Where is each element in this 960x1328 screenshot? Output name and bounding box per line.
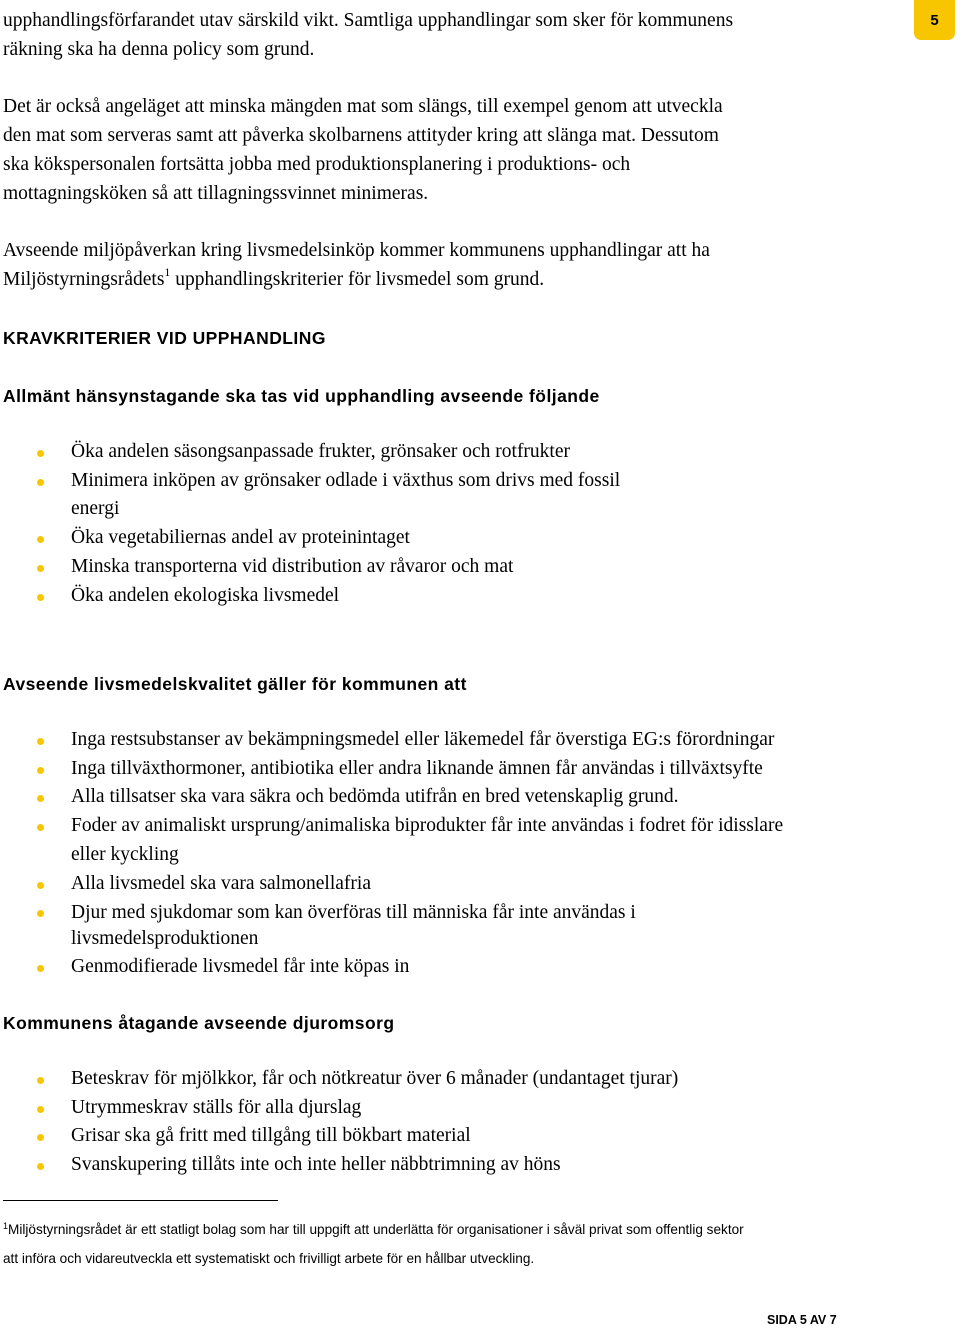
list-item-text: Beteskrav för mjölkkor, får och nötkreatur över 6 månader (undantaget tjurar): [71, 1068, 679, 1089]
bullet-icon: [37, 965, 44, 972]
list-item-text: energi: [71, 498, 120, 520]
bullet-icon: [37, 536, 44, 543]
bullet-list-general: [0, 438, 620, 610]
list-item-text: Inga tillväxthormoner, antibiotika eller andra liknande ämnen får användas i tillväxtsyfte: [71, 757, 763, 779]
bullet-icon: [37, 910, 44, 917]
bullet-icon: [37, 1077, 44, 1084]
list-item-text: Öka vegetabiliernas andel av proteinintaget: [71, 527, 410, 549]
bullet-icon: [37, 738, 44, 745]
list-item-text: Alla livsmedel ska vara salmonellafria: [71, 872, 371, 894]
list-item: [0, 812, 783, 869]
list-item-text: Foder av animaliskt ursprung/animaliska biprodukter får inte användas i fodret för idisslare: [71, 815, 784, 837]
text-line: Avseende miljöpåverkan kring livsmedelsinköp kommer kommunens upphandlingar att ha: [3, 240, 710, 261]
bullet-icon: [37, 450, 44, 457]
list-item-text: Inga restsubstanser av bekämpningsmedel eller läkemedel får överstiga EG:s förordningar: [71, 729, 775, 750]
bullet-icon: [37, 795, 44, 802]
bullet-icon: [37, 594, 44, 601]
bullet-list-animal-welfare: [0, 1065, 678, 1180]
bullet-icon: [37, 565, 44, 572]
page-number-badge: [914, 0, 955, 40]
footnote-separator: [3, 1200, 278, 1201]
environment-paragraph: [3, 236, 903, 294]
text-line: upphandlingsförfarandet utav särskild vikt. Samtliga upphandlingar som sker för kommunens: [3, 10, 734, 31]
bullet-icon: [37, 479, 44, 486]
list-item: [0, 1094, 678, 1123]
text-line: Det är också angeläget att minska mängden mat som slängs, till exempel genom att utveckla: [3, 96, 723, 117]
section-heading-quality: Avseende livsmedelskvalitet gäller för kommunen att: [3, 674, 467, 694]
text-line: ska kökspersonalen fortsätta jobba med produktionsplanering i produktions- och: [3, 154, 631, 175]
bullet-icon: [37, 824, 44, 831]
bullet-icon: [37, 1106, 44, 1113]
section-heading-animal-welfare: Kommunens åtagande avseende djuromsorg: [3, 1013, 395, 1033]
list-item-text: Minska transporterna vid distribution av råvaror och mat: [71, 555, 514, 577]
list-item: [0, 870, 783, 899]
page-footer: SIDA 5 AV 7: [767, 1313, 837, 1327]
list-item: [0, 1151, 678, 1180]
text-fragment: Miljöstyrningsrådets: [3, 269, 165, 290]
section-heading-general: Allmänt hänsynstagande ska tas vid upphandling avseende följande: [3, 386, 600, 406]
footnote-line: [3, 1221, 953, 1238]
page-number-badge-label: 5: [930, 11, 939, 29]
list-item: [0, 524, 620, 553]
bullet-icon: [37, 767, 44, 774]
list-item: [0, 467, 620, 524]
list-item: [0, 953, 783, 982]
text-line: räkning ska ha denna policy som grund.: [3, 39, 315, 60]
bullet-icon: [37, 1163, 44, 1170]
footnote-line: [3, 1250, 953, 1267]
list-item-text: Alla tillsatser ska vara säkra och bedömda utifrån en bred vetenskaplig grund.: [71, 786, 679, 808]
list-item: [0, 553, 620, 582]
footnote-text: att införa och vidareutveckla ett systematiskt och frivilligt arbete för en hållbar utveckling.: [3, 1251, 535, 1266]
waste-paragraph: [3, 92, 903, 208]
bullet-icon: [37, 882, 44, 889]
list-item: [0, 1122, 678, 1151]
list-item: [0, 898, 783, 953]
intro-paragraph: [3, 6, 903, 64]
list-item-text: Genmodifierade livsmedel får inte köpas in: [71, 956, 410, 978]
list-item-text: Svanskupering tillåts inte och inte heller näbbtrimning av höns: [71, 1154, 561, 1176]
bullet-icon: [37, 1134, 44, 1141]
list-item-text: Utrymmeskrav ställs för alla djurslag: [71, 1096, 362, 1118]
text-fragment: upphandlingskriterier för livsmedel som grund.: [170, 269, 545, 290]
list-item: [0, 726, 783, 755]
list-item-text: eller kyckling: [71, 843, 179, 865]
list-item-text: Minimera inköpen av grönsaker odlade i växthus som drivs med fossil: [71, 469, 621, 491]
list-item-text: Öka andelen säsongsanpassade frukter, grönsaker och rotfrukter: [71, 441, 570, 462]
bullet-list-quality: [0, 726, 783, 982]
footnote-marker: 1: [3, 1221, 9, 1231]
list-item: [0, 1065, 678, 1094]
list-item: [0, 582, 620, 611]
footnote-reference[interactable]: 1: [164, 265, 171, 279]
footnote-text: Miljöstyrningsrådet är ett statligt bolag som har till uppgift att underlätta för organisationer i såväl privat som offentlig sektor: [8, 1222, 744, 1237]
main-heading: KRAVKRITERIER VID UPPHANDLING: [3, 328, 326, 348]
text-line: den mat som serveras samt att påverka skolbarnens attityder kring att slänga mat. Dessutom: [3, 125, 719, 146]
list-item-text: Djur med sjukdomar som kan överföras till människa får inte användas i: [71, 902, 636, 924]
text-line: mottagningsköken så att tillagningssvinnet minimeras.: [3, 183, 429, 204]
list-item-text: livsmedelsproduktionen: [71, 928, 259, 950]
text-line: [3, 265, 903, 294]
list-item-text: Grisar ska gå fritt med tillgång till bökbart material: [71, 1125, 471, 1147]
list-item-text: Öka andelen ekologiska livsmedel: [71, 584, 340, 606]
list-item: [0, 438, 620, 467]
list-item: [0, 755, 783, 784]
list-item: [0, 783, 783, 812]
